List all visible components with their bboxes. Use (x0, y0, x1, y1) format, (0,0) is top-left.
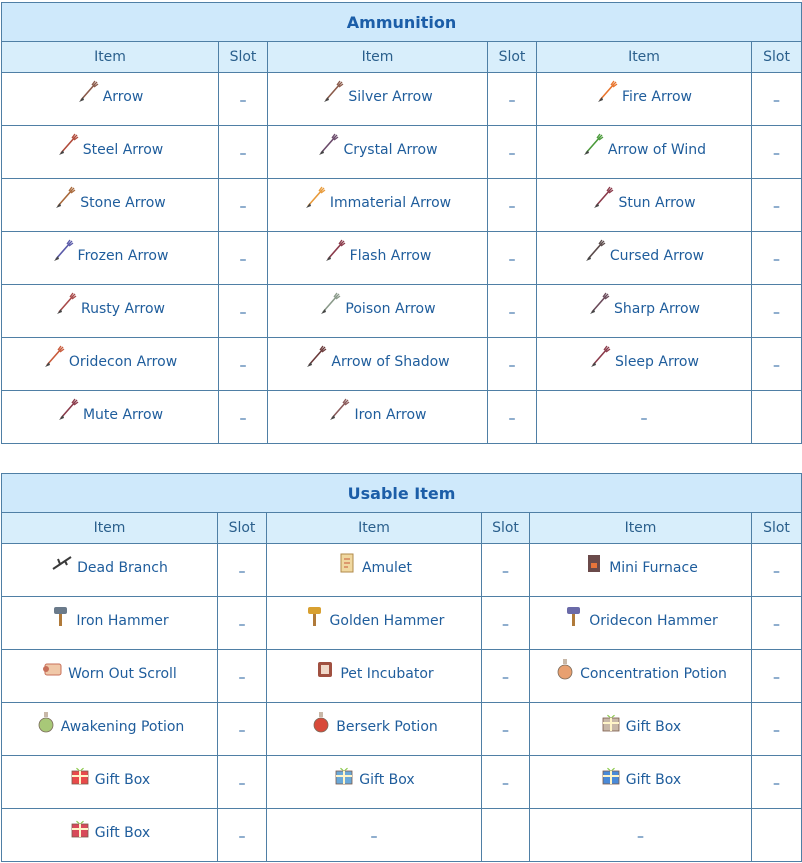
immaterial-arrow-icon (304, 186, 326, 210)
item-link[interactable] (52, 244, 169, 268)
item-cell (268, 391, 488, 444)
usable-item-title: Usable Item (2, 474, 802, 513)
slot-cell (482, 703, 530, 756)
slot-cell (219, 232, 268, 285)
slot-value: – (508, 92, 516, 109)
table-row (2, 126, 802, 179)
empty-value: – (370, 828, 378, 845)
slot-cell (218, 544, 267, 597)
slot-cell (218, 756, 267, 809)
item-name: Stone Arrow (80, 195, 166, 211)
slot-cell (219, 73, 268, 126)
header-item: Item (537, 42, 752, 73)
slot-cell (752, 650, 802, 703)
slot-value: – (238, 775, 246, 792)
slot-cell (752, 544, 802, 597)
item-cell (2, 809, 218, 862)
oridecon-hammer-icon (563, 604, 585, 628)
golden-hammer-icon (304, 604, 326, 628)
item-cell (530, 597, 752, 650)
item-name: Gift Box (625, 719, 682, 735)
table-row (2, 756, 802, 809)
item-name: Oridecon Hammer (589, 613, 718, 629)
silver-arrow-icon (322, 80, 344, 104)
item-name: Awakening Potion (60, 719, 185, 735)
header-slot: Slot (219, 42, 268, 73)
slot-cell (482, 809, 530, 862)
slot-cell (752, 285, 802, 338)
slot-value: – (239, 410, 247, 427)
item-cell (537, 338, 752, 391)
item-link[interactable] (57, 138, 164, 162)
item-link[interactable] (304, 609, 445, 633)
item-link[interactable] (596, 85, 692, 109)
slot-cell (752, 232, 802, 285)
item-name: Steel Arrow (82, 142, 164, 158)
item-link[interactable] (51, 556, 168, 580)
slot-value: – (773, 669, 781, 686)
item-cell (268, 179, 488, 232)
item-name: Amulet (361, 560, 413, 576)
slot-value: – (239, 357, 247, 374)
item-cell (267, 756, 482, 809)
item-name: Gift Box (94, 772, 151, 788)
arrow-of-shadow-icon (305, 345, 327, 369)
table-row (2, 73, 802, 126)
item-cell (2, 285, 219, 338)
oridecon-arrow-icon (43, 345, 65, 369)
item-name: Mute Arrow (82, 407, 164, 423)
usable-item-table (1, 473, 802, 862)
iron-arrow-icon (328, 398, 350, 422)
item-link[interactable] (310, 715, 438, 739)
item-link[interactable] (50, 609, 168, 633)
header-slot: Slot (218, 513, 267, 544)
slot-value: – (773, 92, 781, 109)
slot-cell (752, 756, 802, 809)
slot-value: – (773, 563, 781, 580)
item-cell (268, 73, 488, 126)
slot-value: – (508, 198, 516, 215)
item-link[interactable] (592, 191, 695, 215)
item-cell (2, 756, 218, 809)
frozen-arrow-icon (52, 239, 74, 263)
item-cell (2, 544, 218, 597)
item-link[interactable] (319, 297, 435, 321)
slot-cell (752, 126, 802, 179)
item-link[interactable] (563, 609, 718, 633)
item-cell (267, 650, 482, 703)
slot-value: – (502, 722, 509, 739)
item-cell (268, 126, 488, 179)
header-item: Item (2, 42, 219, 73)
slot-cell (219, 179, 268, 232)
item-cell (530, 756, 752, 809)
item-link[interactable] (305, 350, 449, 374)
header-item: Item (267, 513, 482, 544)
item-name: Stun Arrow (618, 195, 696, 211)
item-cell (537, 285, 752, 338)
item-link[interactable] (333, 768, 414, 792)
slot-cell (752, 703, 802, 756)
worn-out-scroll-icon (42, 657, 64, 681)
amulet-icon (336, 551, 358, 575)
sharp-arrow-icon (588, 292, 610, 316)
item-name: Sleep Arrow (615, 354, 699, 370)
slot-value: – (502, 775, 509, 792)
item-link[interactable] (324, 244, 432, 268)
slot-value: – (239, 198, 247, 215)
slot-value: – (508, 410, 516, 427)
item-cell (2, 232, 219, 285)
gift-box-icon (333, 763, 355, 787)
arrow-of-wind-icon (582, 133, 604, 157)
slot-value: – (508, 304, 516, 321)
item-link[interactable] (583, 556, 698, 580)
item-cell (267, 703, 482, 756)
table-row (2, 338, 802, 391)
item-name: Immaterial Arrow (329, 195, 452, 211)
slot-value: – (508, 145, 516, 162)
pet-incubator-icon (314, 657, 336, 681)
item-cell (267, 544, 482, 597)
slot-value: – (773, 722, 781, 739)
header-slot: Slot (488, 42, 537, 73)
item-cell (530, 703, 752, 756)
crystal-arrow-icon (317, 133, 339, 157)
item-name: Poison Arrow (345, 301, 436, 317)
item-link[interactable] (55, 297, 165, 321)
item-link[interactable] (582, 138, 706, 162)
item-name: Gift Box (94, 825, 151, 841)
slot-cell (482, 597, 530, 650)
slot-value: – (502, 563, 509, 580)
slot-cell (482, 650, 530, 703)
ammunition-table (1, 2, 802, 444)
item-cell (268, 232, 488, 285)
awakening-potion-icon (35, 710, 57, 734)
slot-cell (752, 73, 802, 126)
item-name: Fire Arrow (622, 89, 692, 105)
poison-arrow-icon (319, 292, 341, 316)
header-item: Item (530, 513, 752, 544)
item-name: Frozen Arrow (77, 248, 169, 264)
item-link[interactable] (589, 350, 699, 374)
item-link[interactable] (69, 821, 150, 845)
flash-arrow-icon (324, 239, 346, 263)
item-cell (537, 126, 752, 179)
header-slot: Slot (752, 42, 802, 73)
item-link[interactable] (322, 85, 432, 109)
item-link[interactable] (600, 768, 681, 792)
slot-cell (482, 544, 530, 597)
slot-cell (488, 73, 537, 126)
item-name: Cursed Arrow (609, 248, 705, 264)
item-name: Iron Arrow (354, 407, 427, 423)
item-cell (2, 391, 219, 444)
slot-cell (218, 809, 267, 862)
slot-value: – (238, 722, 246, 739)
slot-cell (752, 391, 802, 444)
table-row (2, 703, 802, 756)
mute-arrow-icon (57, 398, 79, 422)
slot-cell (218, 650, 267, 703)
slot-cell (752, 597, 802, 650)
header-item: Item (2, 513, 218, 544)
iron-hammer-icon (50, 604, 72, 628)
slot-cell (752, 179, 802, 232)
item-name: Golden Hammer (329, 613, 445, 629)
berserk-potion-icon (310, 710, 332, 734)
item-name: Rusty Arrow (80, 301, 166, 317)
item-name: Sharp Arrow (614, 301, 700, 317)
header-slot: Slot (752, 513, 802, 544)
stun-arrow-icon (592, 186, 614, 210)
slot-value: – (773, 775, 781, 792)
item-cell (268, 338, 488, 391)
table-row (2, 544, 802, 597)
item-cell (2, 597, 218, 650)
item-name: Oridecon Arrow (68, 354, 178, 370)
item-link[interactable] (35, 715, 185, 739)
table-row (2, 650, 802, 703)
slot-cell (488, 285, 537, 338)
slot-value: – (239, 145, 247, 162)
concentration-potion-icon (554, 657, 576, 681)
item-name: Gift Box (625, 772, 682, 788)
ammunition-title: Ammunition (2, 3, 802, 42)
item-link[interactable] (54, 191, 165, 215)
gift-box-icon (69, 816, 91, 840)
rusty-arrow-icon (55, 292, 77, 316)
item-link[interactable] (304, 191, 451, 215)
item-link[interactable] (57, 403, 163, 427)
item-name: Berserk Potion (336, 719, 438, 735)
table-row (2, 285, 802, 338)
slot-value: – (238, 616, 246, 633)
slot-value: – (508, 251, 516, 268)
empty-item-cell (537, 391, 752, 444)
item-cell (537, 232, 752, 285)
slot-value: – (773, 304, 781, 321)
item-link[interactable] (554, 662, 727, 686)
item-link[interactable] (42, 662, 177, 686)
slot-value: – (238, 563, 246, 580)
item-cell (537, 73, 752, 126)
slot-cell (482, 756, 530, 809)
item-name: Crystal Arrow (343, 142, 438, 158)
empty-item-cell (267, 809, 482, 862)
item-name: Arrow (102, 89, 144, 105)
item-link[interactable] (336, 556, 412, 580)
slot-cell (488, 391, 537, 444)
item-name: Mini Furnace (609, 560, 698, 576)
item-link[interactable] (328, 403, 426, 427)
table-row (2, 809, 802, 862)
gift-box-icon (600, 763, 622, 787)
item-link[interactable] (314, 662, 433, 686)
item-name: Gift Box (359, 772, 415, 788)
dead-branch-icon (51, 551, 73, 575)
item-link[interactable] (588, 297, 700, 321)
slot-cell (752, 809, 802, 862)
slot-value: – (239, 251, 247, 268)
table-row (2, 597, 802, 650)
gift-box-icon (600, 710, 622, 734)
slot-cell (488, 179, 537, 232)
slot-value: – (238, 828, 246, 845)
item-name: Arrow of Wind (607, 142, 707, 158)
item-cell (267, 597, 482, 650)
slot-cell (218, 597, 267, 650)
empty-value: – (640, 410, 648, 427)
header-item: Item (268, 42, 488, 73)
arrow-icon (77, 80, 99, 104)
gift-box-icon (69, 763, 91, 787)
steel-arrow-icon (57, 133, 79, 157)
empty-item-cell (530, 809, 752, 862)
slot-value: – (238, 669, 246, 686)
slot-value: – (773, 357, 781, 374)
empty-value: – (637, 828, 644, 845)
table-row (2, 232, 802, 285)
cursed-arrow-icon (584, 239, 606, 263)
slot-value: – (773, 616, 781, 633)
item-name: Flash Arrow (349, 248, 432, 264)
header-slot: Slot (482, 513, 530, 544)
item-cell (2, 126, 219, 179)
item-cell (268, 285, 488, 338)
slot-value: – (239, 92, 247, 109)
item-link[interactable] (600, 715, 681, 739)
item-cell (2, 73, 219, 126)
slot-value: – (773, 145, 781, 162)
item-cell (2, 179, 219, 232)
item-name: Pet Incubator (340, 666, 434, 682)
table-row (2, 391, 802, 444)
item-link[interactable] (43, 350, 177, 374)
item-cell (2, 650, 218, 703)
item-link[interactable] (317, 138, 437, 162)
slot-value: – (239, 304, 247, 321)
slot-cell (488, 232, 537, 285)
table-row (2, 179, 802, 232)
item-name: Concentration Potion (580, 666, 727, 682)
item-cell (537, 179, 752, 232)
sleep-arrow-icon (589, 345, 611, 369)
item-name: Silver Arrow (348, 89, 433, 105)
item-cell (530, 650, 752, 703)
slot-cell (219, 126, 268, 179)
slot-value: – (508, 357, 516, 374)
stone-arrow-icon (54, 186, 76, 210)
item-cell (530, 544, 752, 597)
item-cell (2, 338, 219, 391)
item-name: Iron Hammer (76, 613, 169, 629)
item-name: Arrow of Shadow (331, 354, 450, 370)
slot-value: – (773, 198, 781, 215)
item-link[interactable] (584, 244, 704, 268)
slot-value: – (502, 616, 509, 633)
mini-furnace-icon (583, 551, 605, 575)
slot-cell (219, 285, 268, 338)
slot-value: – (773, 251, 781, 268)
fire-arrow-icon (596, 80, 618, 104)
slot-cell (219, 338, 268, 391)
item-cell (2, 703, 218, 756)
slot-cell (488, 338, 537, 391)
slot-cell (488, 126, 537, 179)
item-link[interactable] (77, 85, 144, 109)
item-link[interactable] (69, 768, 150, 792)
slot-cell (219, 391, 268, 444)
item-name: Dead Branch (77, 560, 168, 576)
slot-cell (218, 703, 267, 756)
slot-cell (752, 338, 802, 391)
item-name: Worn Out Scroll (68, 666, 177, 682)
slot-value: – (502, 669, 509, 686)
